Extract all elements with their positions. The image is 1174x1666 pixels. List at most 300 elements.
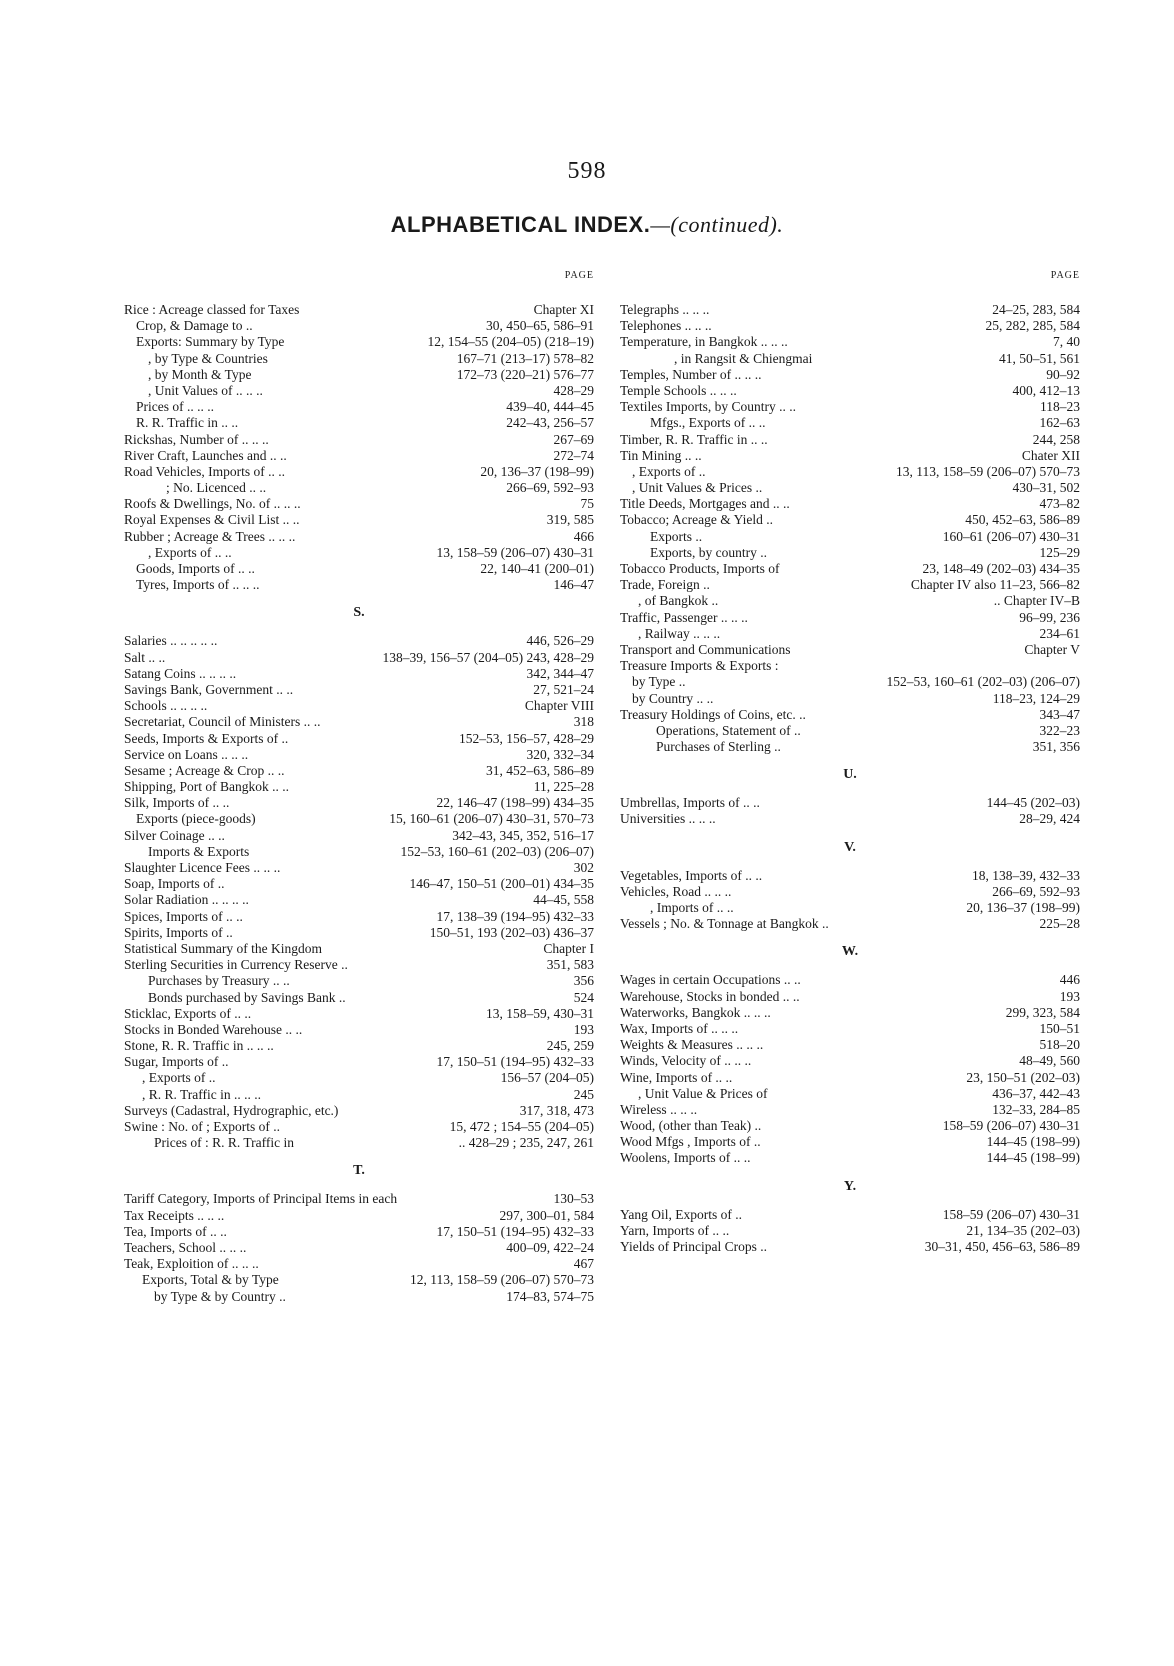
index-term: Exports: Summary by Type: [136, 334, 285, 350]
index-entry: [620, 1239, 1080, 1255]
index-term: Temperature, in Bangkok .. .. ..: [620, 334, 788, 350]
index-term: Wireless .. .. ..: [620, 1101, 698, 1117]
index-term: Weights & Measures .. .. ..: [620, 1037, 764, 1053]
index-page-ref: 118–23, 124–29: [992, 690, 1080, 706]
index-entry: [124, 909, 594, 925]
index-entry: [620, 1207, 1080, 1223]
index-page-ref: 450, 452–63, 586–89: [965, 512, 1080, 528]
index-term: Rickshas, Number of .. .. ..: [124, 431, 269, 447]
index-term: R. R. Traffic in .. ..: [136, 415, 239, 431]
index-term: Road Vehicles, Imports of .. ..: [124, 463, 285, 479]
index-entry: [124, 990, 594, 1006]
index-page-ref: 150–51: [1039, 1020, 1080, 1036]
index-entry: [124, 545, 594, 561]
index-term: Exports ..: [650, 528, 703, 544]
index-term: River Craft, Launches and .. ..: [124, 447, 287, 463]
index-term: Textiles Imports, by Country .. ..: [620, 399, 797, 415]
index-entry: [124, 561, 594, 577]
index-term: Sesame ; Acreage & Crop .. ..: [124, 762, 285, 778]
index-entry: [620, 1005, 1080, 1021]
index-page-ref: 24–25, 283, 584: [992, 302, 1080, 317]
index-entry: [124, 383, 594, 399]
page-number: 598: [567, 158, 607, 184]
index-term: Tea, Imports of .. ..: [124, 1223, 227, 1239]
index-term: , in Rangsit & Chiengmai: [674, 350, 813, 366]
index-entry: [620, 464, 1080, 480]
index-entry: [124, 892, 594, 908]
index-term: Exports, by country ..: [650, 544, 767, 560]
index-entry: [620, 811, 1080, 827]
index-term: Traffic, Passenger .. .. ..: [620, 609, 748, 625]
index-term: Tyres, Imports of .. .. ..: [136, 577, 260, 593]
index-entry: [620, 674, 1080, 690]
index-page-ref: 150–51, 193 (202–03) 436–37: [429, 924, 594, 940]
index-term: Secretariat, Council of Ministers .. ..: [124, 714, 321, 730]
index-entry: [620, 480, 1080, 496]
index-entry: [124, 496, 594, 512]
index-entry: [124, 529, 594, 545]
index-page-ref: 317, 318, 473: [519, 1102, 594, 1118]
index-entry: [620, 610, 1080, 626]
index-entry: [620, 795, 1080, 811]
index-page-ref: 193: [1059, 988, 1080, 1004]
index-page-ref: 90–92: [1046, 366, 1080, 382]
index-term: Rubber ; Acreage & Trees .. .. ..: [124, 528, 296, 544]
index-term: Service on Loans .. .. ..: [124, 746, 249, 762]
index-term: , Exports of ..: [142, 1070, 216, 1086]
index-term: Sugar, Imports of ..: [124, 1054, 229, 1070]
index-page-ref: 467: [573, 1256, 594, 1272]
section-heading: U.: [843, 767, 857, 783]
index-term: Mfgs., Exports of .. ..: [650, 415, 766, 431]
index-page-ref: 446: [1059, 972, 1080, 988]
index-term: Crop, & Damage to ..: [136, 318, 253, 334]
index-page-ref: 302: [573, 860, 594, 875]
index-entry: [620, 658, 1080, 674]
index-page-ref: 225–28: [1039, 916, 1080, 932]
index-term: Telephones .. .. ..: [620, 318, 712, 334]
index-entry: [124, 577, 594, 593]
index-page-ref: 318: [573, 714, 594, 730]
index-page-ref: 12, 154–55 (204–05) (218–19): [427, 334, 594, 350]
index-page-ref: Chater XII: [1021, 447, 1080, 463]
index-term: , by Type & Countries: [148, 350, 268, 366]
index-page-ref: 125–29: [1039, 544, 1080, 560]
index-page-ref: Chapter XI: [533, 302, 594, 317]
index-page-ref: 22, 146–47 (198–99) 434–35: [436, 795, 594, 811]
index-entry: [620, 512, 1080, 528]
index-page-ref: 430–31, 502: [1012, 480, 1080, 496]
index-entry: [124, 860, 594, 876]
index-entry: [124, 448, 594, 464]
index-entry: [124, 1006, 594, 1022]
index-entry: [124, 302, 594, 318]
index-page-ref: 351, 356: [1032, 739, 1080, 755]
index-term: , R. R. Traffic in .. .. ..: [142, 1086, 262, 1102]
index-entry: [620, 1223, 1080, 1239]
index-entry: [124, 512, 594, 528]
index-entry: [620, 399, 1080, 415]
index-entry: [620, 496, 1080, 512]
index-entry: [620, 1070, 1080, 1086]
index-term: , Railway .. .. ..: [638, 625, 721, 641]
index-term: Shipping, Port of Bangkok .. ..: [124, 779, 290, 795]
index-entry: [620, 383, 1080, 399]
index-entry: [124, 1289, 594, 1305]
index-term: Winds, Velocity of .. .. ..: [620, 1053, 752, 1069]
index-entry: [124, 1208, 594, 1224]
index-term: Tax Receipts .. .. ..: [124, 1207, 225, 1223]
index-term: , Unit Values of .. .. ..: [148, 382, 263, 398]
index-page-ref: 20, 136–37 (198–99): [480, 463, 594, 479]
index-entry: [620, 989, 1080, 1005]
index-entry: [124, 650, 594, 666]
index-page-ref: 158–59 (206–07) 430–31: [942, 1206, 1080, 1222]
index-term: Satang Coins .. .. .. ..: [124, 665, 237, 681]
index-page-ref: 48–49, 560: [1019, 1053, 1080, 1069]
index-term: by Type ..: [632, 674, 686, 690]
page-title: [0, 212, 1174, 238]
index-entry: [620, 593, 1080, 609]
index-entry: [124, 763, 594, 779]
index-term: Swine : No. of ; Exports of ..: [124, 1119, 280, 1134]
index-entry: [620, 868, 1080, 884]
index-page-ref: 172–73 (220–21) 576–77: [456, 366, 594, 382]
index-page-ref: 428–29: [553, 382, 594, 398]
index-page-ref: 41, 50–51, 561: [999, 350, 1080, 366]
index-entry: [620, 1118, 1080, 1134]
index-entry: [124, 1087, 594, 1103]
index-entry: [124, 464, 594, 480]
index-term: Exports (piece-goods): [136, 811, 256, 827]
index-entry: [620, 545, 1080, 561]
index-page-ref: 518–20: [1039, 1037, 1080, 1053]
index-entry: [620, 1053, 1080, 1069]
index-term: Universities .. .. ..: [620, 811, 716, 827]
index-page-ref: Chapter I: [543, 940, 594, 956]
index-entry: [124, 633, 594, 649]
index-entry: [124, 399, 594, 415]
index-page-ref: 13, 158–59 (206–07) 430–31: [436, 544, 594, 560]
index-page-ref: 28–29, 424: [1019, 811, 1080, 827]
index-entry: [620, 561, 1080, 577]
index-page-ref: 22, 140–41 (200–01): [480, 561, 594, 576]
index-term: Savings Bank, Government .. ..: [124, 681, 294, 697]
index-term: Yields of Principal Crops ..: [620, 1239, 767, 1254]
index-page-ref: 31, 452–63, 586–89: [486, 762, 594, 778]
index-page-ref: 138–39, 156–57 (204–05) 243, 428–29: [382, 649, 594, 665]
index-page-ref: 7, 40: [1053, 334, 1080, 350]
index-term: Roofs & Dwellings, No. of .. .. ..: [124, 496, 301, 512]
index-page-ref: 27, 521–24: [533, 681, 594, 697]
index-term: by Type & by Country ..: [154, 1288, 286, 1304]
title-text: ALPHABETICAL INDEX.: [390, 212, 651, 237]
index-page-ref: .. Chapter IV–B: [993, 593, 1080, 609]
index-page-ref: 466: [573, 528, 594, 544]
index-entry: [124, 1191, 594, 1207]
index-term: Royal Expenses & Civil List .. ..: [124, 512, 300, 528]
index-term: Treasury Holdings of Coins, etc. ..: [620, 706, 806, 722]
index-page-ref: 297, 300–01, 584: [499, 1207, 594, 1223]
index-page-ref: 319, 585: [546, 512, 594, 528]
index-entry: [124, 714, 594, 730]
index-term: Umbrellas, Imports of .. ..: [620, 795, 760, 811]
index-term: Woolens, Imports of .. ..: [620, 1150, 751, 1166]
index-term: Tin Mining .. ..: [620, 447, 702, 463]
index-entry: [124, 1054, 594, 1070]
index-entry: [124, 1256, 594, 1272]
index-entry: [620, 884, 1080, 900]
index-term: Wine, Imports of .. ..: [620, 1069, 733, 1085]
index-page-ref: 23, 148–49 (202–03) 434–35: [922, 561, 1080, 576]
index-page-ref: 15, 472 ; 154–55 (204–05): [449, 1119, 594, 1134]
index-entry: [620, 626, 1080, 642]
index-entry: [620, 448, 1080, 464]
index-entry: [620, 432, 1080, 448]
index-page-ref: 193: [573, 1021, 594, 1037]
index-page-ref: 25, 282, 285, 584: [985, 318, 1080, 334]
index-page-ref: 400, 412–13: [1012, 382, 1080, 398]
index-term: Purchases by Treasury .. ..: [148, 973, 290, 989]
index-entry: [124, 415, 594, 431]
index-entry: [620, 351, 1080, 367]
index-page-ref: 118–23: [1040, 399, 1080, 415]
page-column-label: PAGE: [1050, 270, 1080, 281]
index-entry: [620, 415, 1080, 431]
index-term: Sterling Securities in Currency Reserve ..: [124, 957, 348, 973]
index-term: , of Bangkok ..: [638, 593, 719, 609]
index-term: Teachers, School .. .. ..: [124, 1239, 247, 1255]
index-page-ref: 245: [573, 1086, 594, 1102]
index-page-ref: 266–69, 592–93: [992, 883, 1080, 899]
index-page-ref: 266–69, 592–93: [506, 480, 594, 496]
index-term: Yarn, Imports of .. ..: [620, 1222, 730, 1238]
index-entry: [124, 367, 594, 383]
index-page-ref: 44–45, 558: [533, 892, 594, 908]
index-page-ref: 11, 225–28: [533, 779, 594, 795]
index-page-ref: 144–45 (198–99): [986, 1150, 1080, 1166]
index-entry: [620, 642, 1080, 658]
index-term: , by Month & Type: [148, 366, 252, 382]
index-term: Transport and Communications: [620, 641, 791, 657]
index-page-ref: 400–09, 422–24: [506, 1239, 594, 1255]
index-entry: [124, 318, 594, 334]
index-term: Exports, Total & by Type: [142, 1272, 279, 1288]
index-term: Soap, Imports of ..: [124, 876, 225, 892]
index-term: Waterworks, Bangkok .. .. ..: [620, 1004, 771, 1020]
index-page-ref: 21, 134–35 (202–03): [966, 1222, 1080, 1238]
index-entry: [620, 302, 1080, 318]
index-page-ref: 144–45 (202–03): [986, 795, 1080, 811]
index-entry: [124, 925, 594, 941]
index-page-ref: 158–59 (206–07) 430–31: [942, 1118, 1080, 1134]
index-entry: [620, 1102, 1080, 1118]
index-entry: [620, 367, 1080, 383]
index-entry: [620, 972, 1080, 988]
index-page-ref: 342–43, 345, 352, 516–17: [452, 827, 594, 843]
index-page-ref: 17, 150–51 (194–95) 432–33: [436, 1054, 594, 1070]
index-page-ref: 152–53, 160–61 (202–03) (206–07): [400, 843, 594, 859]
index-page-ref: 152–53, 156–57, 428–29: [459, 730, 594, 746]
section-heading: V.: [844, 839, 856, 855]
index-page-ref: 244, 258: [1032, 431, 1080, 447]
index-term: Treasure Imports & Exports :: [620, 658, 779, 674]
index-term: Telegraphs .. .. ..: [620, 302, 710, 317]
index-page-ref: 144–45 (198–99): [986, 1134, 1080, 1150]
index-entry: [124, 351, 594, 367]
index-term: Vegetables, Imports of .. ..: [620, 867, 763, 883]
index-page-ref: 245, 259: [546, 1038, 594, 1054]
index-entry: [124, 1224, 594, 1240]
index-page-ref: 322–23: [1039, 722, 1080, 738]
index-term: Silver Coinage .. ..: [124, 827, 225, 843]
index-term: Teak, Exploition of .. .. ..: [124, 1256, 259, 1272]
index-page-ref: 17, 138–39 (194–95) 432–33: [436, 908, 594, 924]
index-term: Sticklac, Exports of .. ..: [124, 1005, 252, 1021]
index-page-ref: 13, 158–59, 430–31: [486, 1005, 594, 1021]
index-term: Wax, Imports of .. .. ..: [620, 1020, 739, 1036]
index-page-ref: 75: [580, 496, 594, 512]
index-page-ref: 473–82: [1039, 496, 1080, 512]
index-entry: [124, 1022, 594, 1038]
index-page-ref: 242–43, 256–57: [506, 415, 594, 431]
index-page-ref: .. 428–29 ; 235, 247, 261: [458, 1135, 594, 1151]
index-entry: [124, 941, 594, 957]
index-page-ref: 439–40, 444–45: [506, 399, 594, 415]
index-page-ref: 356: [573, 973, 594, 989]
index-term: , Unit Values & Prices ..: [632, 480, 763, 496]
index-term: Temple Schools .. .. ..: [620, 382, 737, 398]
index-term: Rice : Acreage classed for Taxes: [124, 302, 300, 317]
section-heading: T.: [353, 1163, 365, 1179]
section-heading: W.: [841, 944, 859, 960]
index-page-ref: 342, 344–47: [526, 665, 594, 681]
index-page-ref: 146–47: [553, 577, 594, 593]
index-page-ref: 267–69: [553, 431, 594, 447]
index-entry: [620, 707, 1080, 723]
index-page-ref: 30–31, 450, 456–63, 586–89: [924, 1239, 1080, 1254]
index-entry: [124, 1103, 594, 1119]
index-entry: [124, 1119, 594, 1135]
index-entry: [124, 828, 594, 844]
title-suffix: —(continued).: [650, 212, 784, 237]
index-term: Goods, Imports of .. ..: [136, 561, 255, 576]
index-term: Title Deeds, Mortgages and .. ..: [620, 496, 790, 512]
index-entry: [124, 666, 594, 682]
index-entry: [124, 747, 594, 763]
index-column-left: [124, 270, 594, 1305]
index-page-ref: 152–53, 160–61 (202–03) (206–07): [886, 674, 1080, 690]
index-entry: [620, 739, 1080, 755]
index-term: Solar Radiation .. .. .. ..: [124, 892, 249, 908]
index-entry: [124, 698, 594, 714]
index-page-ref: 162–63: [1039, 415, 1080, 431]
page-column-label: PAGE: [564, 270, 594, 281]
index-term: Tobacco; Acreage & Yield ..: [620, 512, 773, 528]
index-entry: [124, 844, 594, 860]
index-term: Salaries .. .. .. .. ..: [124, 633, 218, 649]
index-entry: [620, 577, 1080, 593]
index-term: , Imports of .. ..: [650, 900, 734, 915]
index-term: Stocks in Bonded Warehouse .. ..: [124, 1021, 303, 1037]
index-page-ref: 299, 323, 584: [1005, 1004, 1080, 1020]
index-term: Surveys (Cadastral, Hydrographic, etc.): [124, 1102, 339, 1118]
index-entry: [124, 811, 594, 827]
index-term: by Country .. ..: [632, 690, 714, 706]
index-entry: [620, 723, 1080, 739]
index-term: , Exports of .. ..: [148, 544, 232, 560]
index-term: Wood, (other than Teak) ..: [620, 1118, 762, 1134]
index-term: ; No. Licenced .. ..: [166, 480, 267, 496]
index-page-ref: 20, 136–37 (198–99): [966, 900, 1080, 915]
index-page-ref: 96–99, 236: [1019, 609, 1080, 625]
index-page-ref: 15, 160–61 (206–07) 430–31, 570–73: [389, 811, 594, 827]
index-entry: [124, 1240, 594, 1256]
index-entry: [620, 334, 1080, 350]
index-term: Tobacco Products, Imports of: [620, 561, 780, 576]
index-entry: [620, 1086, 1080, 1102]
index-entry: [124, 682, 594, 698]
index-column-right: [620, 270, 1080, 1255]
index-page-ref: Chapter VIII: [524, 698, 594, 714]
index-entry: [620, 1037, 1080, 1053]
index-page-ref: 23, 150–51 (202–03): [966, 1069, 1080, 1085]
index-term: Imports & Exports: [148, 843, 250, 859]
index-page-ref: 174–83, 574–75: [506, 1288, 594, 1304]
index-term: , Unit Value & Prices of: [638, 1085, 768, 1101]
index-entry: [124, 779, 594, 795]
index-term: Prices of .. .. ..: [136, 399, 214, 415]
index-term: Schools .. .. .. ..: [124, 698, 208, 714]
index-term: , Exports of ..: [632, 463, 706, 479]
index-entry: [124, 973, 594, 989]
index-page-ref: 17, 150–51 (194–95) 432–33: [436, 1223, 594, 1239]
index-term: Stone, R. R. Traffic in .. .. ..: [124, 1038, 274, 1054]
index-entry: [124, 1272, 594, 1288]
index-term: Wood Mfgs , Imports of ..: [620, 1134, 761, 1150]
index-term: Tariff Category, Imports of Principal Items in each: [124, 1191, 398, 1207]
index-page-ref: 524: [573, 989, 594, 1005]
index-term: Statistical Summary of the Kingdom: [124, 940, 322, 956]
index-page-ref: 160–61 (206–07) 430–31: [942, 528, 1080, 544]
index-page-ref: Chapter V: [1024, 641, 1080, 657]
index-term: Silk, Imports of .. ..: [124, 795, 230, 811]
index-entry: [124, 1135, 594, 1151]
index-term: Wages in certain Occupations .. ..: [620, 972, 801, 988]
index-page-ref: 30, 450–65, 586–91: [486, 318, 594, 334]
index-term: Purchases of Sterling ..: [656, 739, 781, 755]
index-entry: [620, 691, 1080, 707]
index-term: Operations, Statement of ..: [656, 722, 801, 738]
index-term: Warehouse, Stocks in bonded .. ..: [620, 988, 800, 1004]
index-page-ref: Chapter IV also 11–23, 566–82: [910, 577, 1080, 593]
index-term: Spices, Imports of .. ..: [124, 908, 243, 924]
index-term: Timber, R. R. Traffic in .. ..: [620, 431, 768, 447]
index-page-ref: 18, 138–39, 432–33: [972, 867, 1080, 883]
index-page-ref: 343–47: [1039, 706, 1080, 722]
index-entry: [124, 795, 594, 811]
index-page-ref: 130–53: [553, 1191, 594, 1207]
index-term: Spirits, Imports of ..: [124, 924, 233, 940]
index-term: Trade, Foreign ..: [620, 577, 710, 593]
index-page-ref: 13, 113, 158–59 (206–07) 570–73: [896, 463, 1080, 479]
index-page-ref: 320, 332–34: [526, 746, 594, 762]
index-page-ref: 272–74: [553, 447, 594, 463]
index-page-ref: 446, 526–29: [526, 633, 594, 649]
index-page-ref: 234–61: [1039, 625, 1080, 641]
index-term: Yang Oil, Exports of ..: [620, 1206, 743, 1222]
section-heading: Y.: [843, 1178, 857, 1194]
